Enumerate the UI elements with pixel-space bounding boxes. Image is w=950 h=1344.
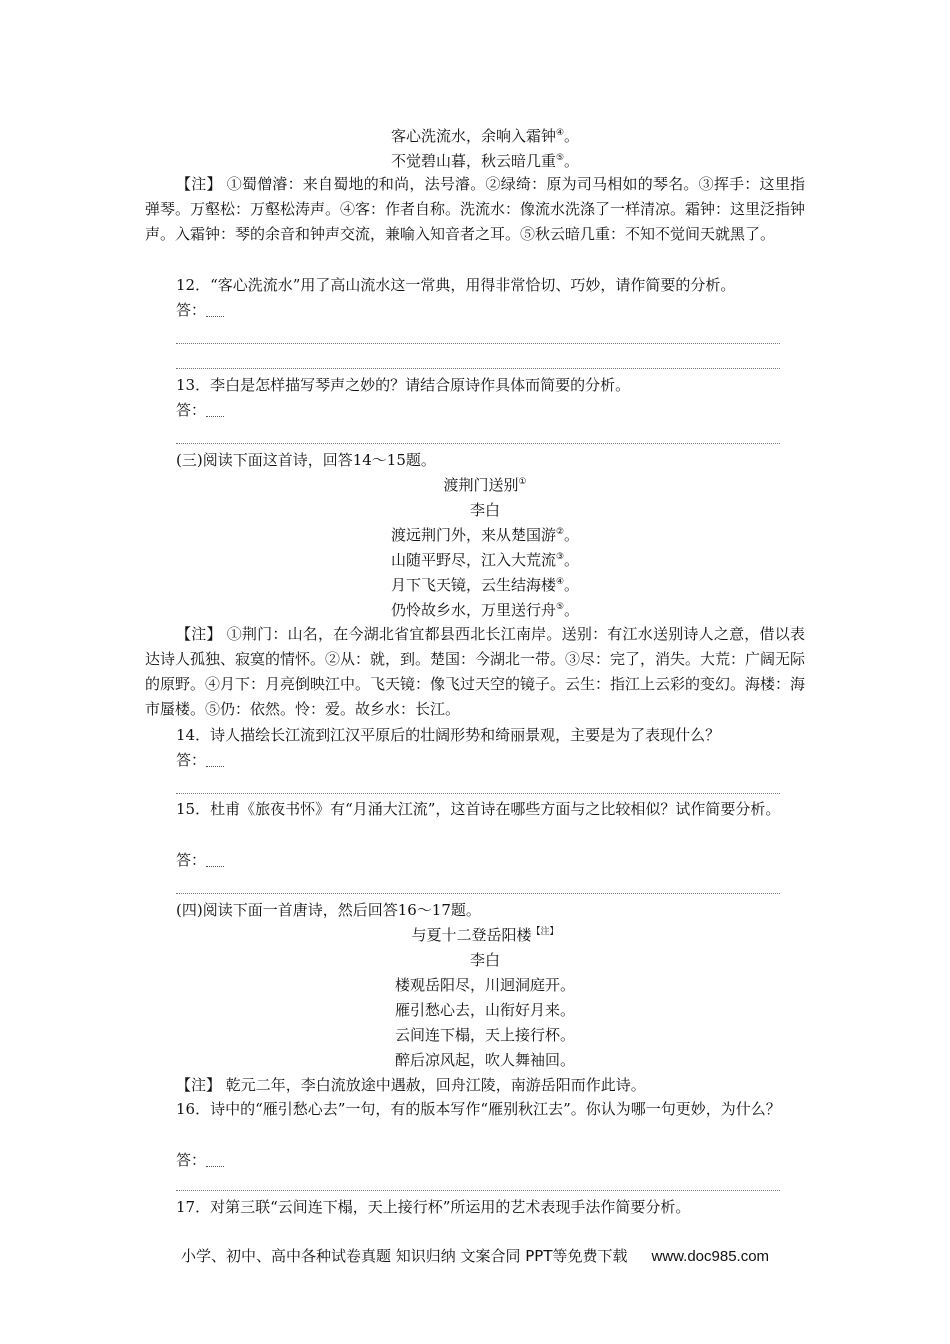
answer-line[interactable] (176, 1190, 780, 1191)
page-footer (0, 1245, 950, 1266)
section3-note: 【注】 ①荆门：山名，在今湖北省宜都县西北长江南岸。送别：有江水送别诗人之意，借以表达诗人孤独、寂寞的情怀。②从：就，到。楚国：今湖北一带。③尽：完了，消失。大荒：广阔无际的原野。④月下：月亮倒映江中。飞天镜：像飞过天空的镜子。云生：指江上云彩的变幻。海楼：海市蜃楼。⑤仍：依然。怜：爱。故乡水：长江。 (145, 625, 806, 718)
poem1-line5: 客心洗流水，余响入霜钟④。 (390, 127, 580, 145)
answer-line[interactable] (176, 443, 780, 444)
question-17: 17．对第三联“云间连下榻，天上接行杯”所运用的艺术表现手法作简要分析。 (176, 1198, 691, 1216)
question-12: 12．“客心洗流水”用了高山流水这一常典，用得非常恰切、巧妙，请作简要的分析。 (176, 276, 736, 294)
section4-poem-line: 醉后凉风起，吹人舞袖回。 (394, 1051, 575, 1069)
answer-14[interactable]: 答： (176, 749, 224, 771)
answer-line[interactable] (176, 793, 780, 794)
section3-poem-author: 李白 (469, 501, 500, 519)
answer-15[interactable]: 答： (176, 849, 224, 871)
section4-note: 【注】 乾元二年，李白流放途中遇赦，回舟江陵，南游岳阳而作此诗。 (176, 1076, 646, 1094)
question-16: 16．诗中的“雁引愁心去”一句，有的版本写作“雁别秋江去”。你认为哪一句更妙，为什么？ (176, 1100, 781, 1118)
poem1-line6: 不觉碧山暮，秋云暗几重⑤。 (390, 152, 580, 170)
section4-poem-line: 雁引愁心去，山衔好月来。 (394, 1001, 575, 1019)
footer-url[interactable]: www.doc985.com (651, 1248, 770, 1265)
section3-poem-line: 山随平野尽，江入大荒流③。 (390, 551, 580, 569)
question-13: 13．李白是怎样描写琴声之妙的？请结合原诗作具体而简要的分析。 (176, 376, 631, 394)
answer-line[interactable] (176, 343, 780, 344)
section3-poem-line: 月下飞天镜，云生结海楼④。 (390, 576, 580, 594)
section3-intro: (三)阅读下面这首诗，回答14～15题。 (176, 451, 436, 469)
answer-line[interactable] (176, 368, 780, 369)
note1-paragraph: 【注】 ①蜀僧濬：来自蜀地的和尚，法号濬。②绿绮：原为司马相如的琴名。③挥手：这里指弹琴。万壑松：万壑松涛声。④客：作者自称。洗流水：像流水洗涤了一样清凉。霜钟：这里泛指钟声。入霜钟：琴的余音和钟声交流，兼喻入知音者之耳。⑤秋云暗几重：不知不觉间天就黑了。 (145, 175, 806, 243)
answer-line[interactable] (176, 893, 780, 894)
section4-poem-line: 云间连下榻，天上接行杯。 (394, 1026, 575, 1044)
question-15: 15．杜甫《旅夜书怀》有“月涌大江流”，这首诗在哪些方面与之比较相似？试作简要分析。 (176, 800, 781, 818)
answer-12[interactable]: 答： (176, 299, 224, 321)
section3-poem-title: 渡荆门送别① (443, 476, 527, 494)
answer-13[interactable]: 答： (176, 399, 224, 421)
question-14: 14．诗人描绘长江流到江汉平原后的壮阔形势和绮丽景观，主要是为了表现什么？ (176, 726, 721, 744)
section3-poem-line: 仍怜故乡水，万里送行舟⑤。 (390, 601, 580, 619)
section4-poem-author: 李白 (469, 951, 500, 969)
section4-poem-line: 楼观岳阳尽，川迥洞庭开。 (394, 976, 575, 994)
section3-poem-line: 渡远荆门外，来从楚国游②。 (390, 526, 580, 544)
section4-intro: (四)阅读下面一首唐诗，然后回答16～17题。 (176, 901, 481, 919)
footer-text: 小学、初中、高中各种试卷真题 知识归纳 文案合同 PPT等免费下载 (180, 1247, 628, 1265)
answer-16[interactable]: 答： (176, 1149, 224, 1171)
section4-poem-title: 与夏十二登岳阳楼$^{【注】}$ (411, 926, 559, 944)
